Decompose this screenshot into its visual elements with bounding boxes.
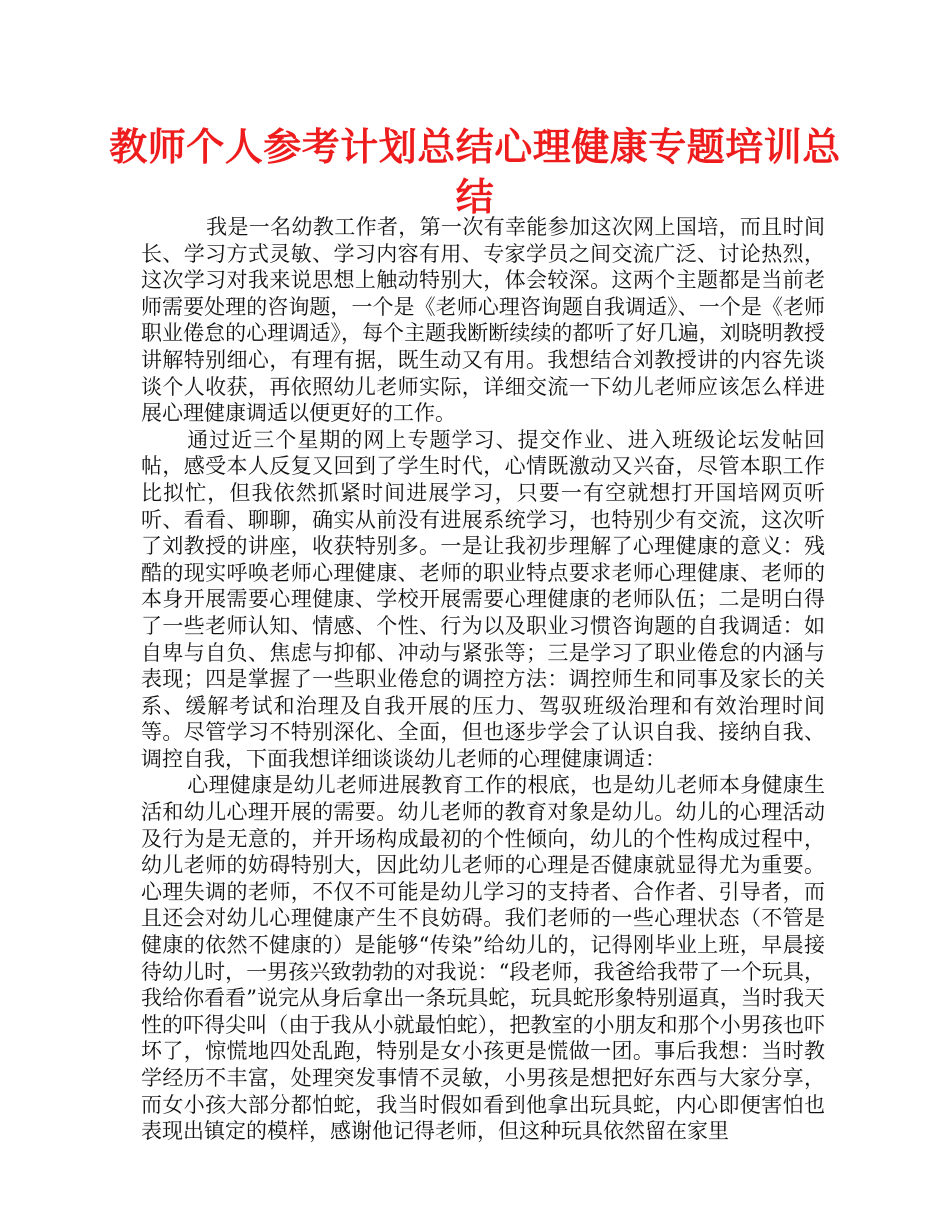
document-body xyxy=(141,214,825,1145)
document-title: 教师个人参考计划总结心理健康专题培训总结 xyxy=(109,124,841,219)
paragraph-1: 我是一名幼教工作者，第一次有幸能参加这次网上国培，而且时间长、学习方式灵敏、学习内容有用、专家学员之间交流广泛、讨论热烈，这次学习对我来说思想上触动特别大，体会较深。这两个主题都是当前老师需要处理的咨询题，一个是《老师心理咨询题自我调适》、一个是《老师职业倦怠的心理调适》，每个主题我断断续续的都听了好几遍，刘晓明教授讲解特别细心，有理有据，既生动又有用。我想结合刘教授讲的内容先谈谈个人收获，再依照幼儿老师实际，详细交流一下幼儿老师应该怎么样进展心理健康调适以便更好的工作。 xyxy=(141,215,825,426)
paragraph-3: 心理健康是幼儿老师进展教育工作的根底，也是幼儿老师本身健康生活和幼儿心理开展的需要。幼儿老师的教育对象是幼儿。幼儿的心理活动及行为是无意的，并开场构成最初的个性倾向，幼儿的个性构成过程中，幼儿老师的妨碍特别大，因此幼儿老师的心理是否健康就显得尤为重要。心理失调的老师，不仅不可能是幼儿学习的支持者、合作者、引导者，而且还会对幼儿心理健康产生不良妨碍。我们老师的一些心理状态（不管是健康的依然不健康的）是能够“传染”给幼儿的，记得刚毕业上班，早晨接待幼儿时，一男孩兴致勃勃的对我说：“段老师，我爸给我带了一个玩具，我给你看看”说完从身后拿出一条玩具蛇，玩具蛇形象特别逼真，当时我天性的吓得尖叫（由于我从小就最怕蛇），把教室的小朋友和那个小男孩也吓坏了，惊慌地四处乱跑，特别是女小孩更是慌做一团。事后我想：当时教学经历不丰富，处理突发事情不灵敏，小男孩是想把好东西与大家分享，而女小孩大部分都怕蛇，我当时假如看到他拿出玩具蛇，内心即便害怕也表现出镇定的模样，感谢他记得老师，但这种玩具依然留在家里 xyxy=(141,773,825,1144)
paragraph-2: 通过近三个星期的网上专题学习、提交作业、进入班级论坛发帖回帖，感受本人反复又回到了学生时代，心情既激动又兴奋，尽管本职工作比拟忙，但我依然抓紧时间进展学习，只要一有空就想打开国培网页听听、看看、聊聊，确实从前没有进展系统学习，也特别少有交流，这次听了刘教授的讲座，收获特别多。一是让我初步理解了心理健康的意义：残酷的现实呼唤老师心理健康、老师的职业特点要求老师心理健康、老师的本身开展需要心理健康、学校开展需要心理健康的老师队伍；二是明白得了一些老师认知、情感、个性、行为以及职业习惯咨询题的自我调适：如自卑与自负、焦虑与抑郁、冲动与紧张等；三是学习了职业倦怠的内涵与表现；四是掌握了一些职业倦怠的调控方法：调控师生和同事及家长的关系、缓解考试和治理及自我开展的压力、驾驭班级治理和有效治理时间等。尽管学习不特别深化、全面，但也逐步学会了认识自我、接纳自我、调控自我，下面我想详细谈谈幼儿老师的心理健康调适： xyxy=(141,427,825,771)
